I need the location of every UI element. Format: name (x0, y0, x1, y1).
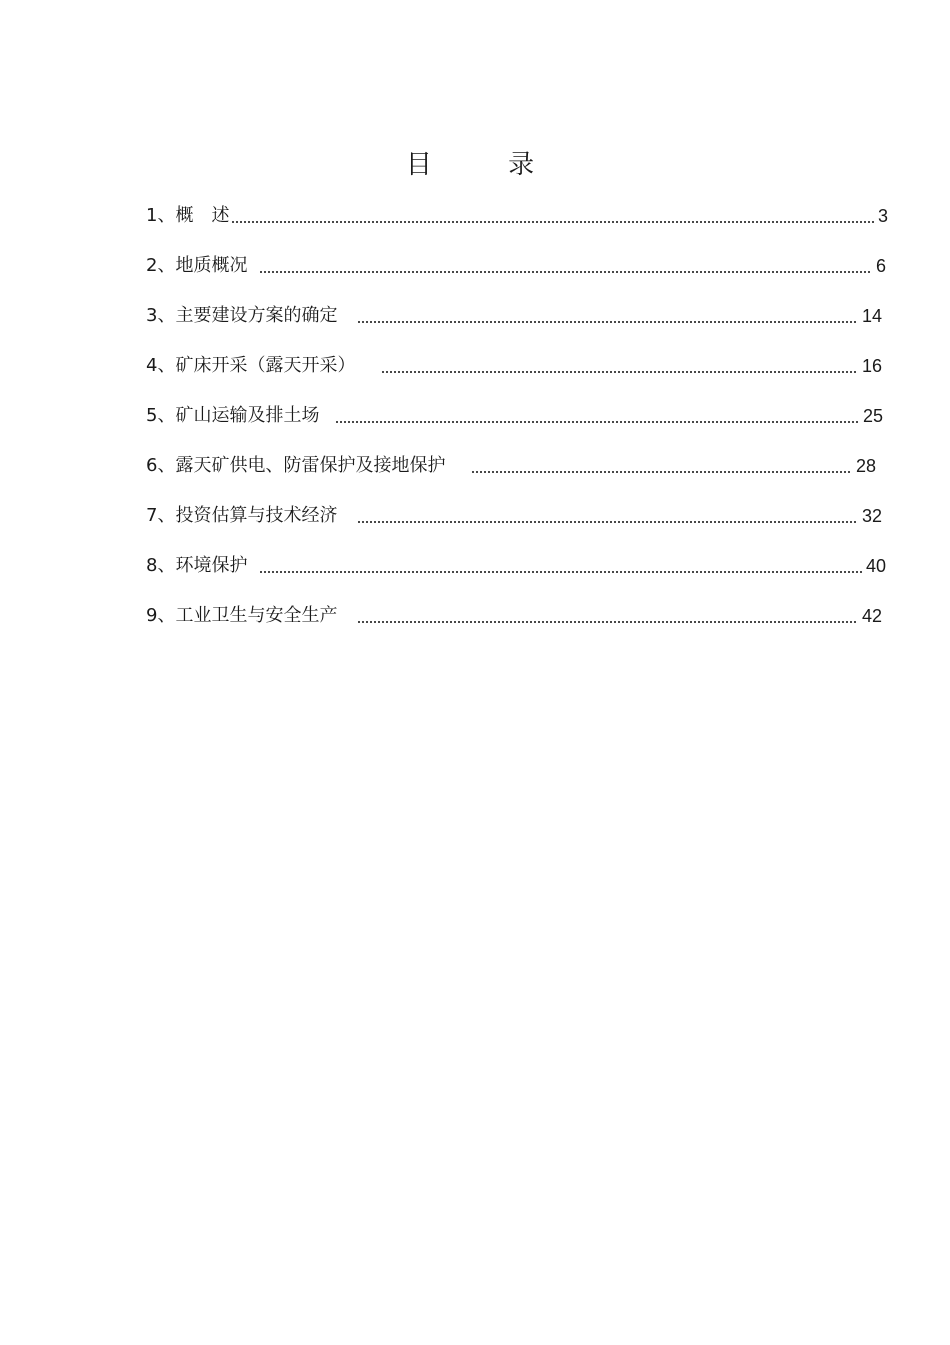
toc-entry-number: 5、 (146, 405, 176, 426)
toc-entry-page: 14 (861, 306, 882, 326)
toc-entry-page: 40 (865, 556, 886, 576)
toc-entry-page: 32 (861, 506, 882, 526)
toc-entry-title: 主要建设方案的确定 (175, 305, 338, 326)
toc-entry-title: 概 述 (175, 205, 230, 226)
toc-entry-number: 1、 (146, 205, 176, 226)
toc-entry-2[interactable] (146, 254, 886, 278)
toc-entry-8[interactable] (146, 554, 886, 578)
toc-entry-title: 环境保护 (175, 555, 248, 576)
toc-dot-leader (357, 321, 858, 323)
page-title: 目 录 (405, 150, 569, 180)
toc-entry-number: 4、 (146, 355, 176, 376)
toc-entry-title: 露天矿供电、防雷保护及接地保护 (175, 455, 446, 476)
toc-entry-page: 25 (862, 406, 883, 426)
toc-entry-6[interactable] (146, 454, 876, 478)
toc-entry-9[interactable] (146, 604, 882, 628)
toc-entry-1[interactable] (146, 204, 888, 228)
toc-entry-number: 9、 (146, 605, 176, 626)
toc-entry-page: 28 (855, 456, 876, 476)
toc-dot-leader (335, 421, 859, 423)
toc-entry-number: 3、 (146, 305, 176, 326)
toc-entry-7[interactable] (146, 504, 882, 528)
toc-entry-title: 投资估算与技术经济 (175, 505, 338, 526)
toc-entry-page: 3 (877, 206, 888, 226)
toc-dot-leader (259, 271, 872, 273)
toc-entry-5[interactable] (146, 404, 883, 428)
toc-entry-title: 地质概况 (175, 255, 248, 276)
toc-dot-leader (259, 571, 862, 573)
toc-entry-title: 矿床开采（露天开采） (175, 355, 356, 376)
toc-entry-title: 矿山运输及排土场 (175, 405, 320, 426)
toc-dot-leader (231, 221, 874, 223)
toc-entry-4[interactable] (146, 354, 882, 378)
toc-dot-leader (381, 371, 858, 373)
toc-entry-page: 16 (861, 356, 882, 376)
toc-entry-page: 6 (875, 256, 886, 276)
toc-dot-leader (357, 621, 858, 623)
toc-entry-number: 8、 (146, 555, 176, 576)
toc-entry-number: 7、 (146, 505, 176, 526)
toc-dot-leader (357, 521, 858, 523)
toc-entry-number: 2、 (146, 255, 176, 276)
toc-entry-page: 42 (861, 606, 882, 626)
toc-entry-3[interactable] (146, 304, 882, 328)
toc-entry-number: 6、 (146, 455, 176, 476)
toc-dot-leader (471, 471, 852, 473)
toc-entry-title: 工业卫生与安全生产 (175, 605, 338, 626)
